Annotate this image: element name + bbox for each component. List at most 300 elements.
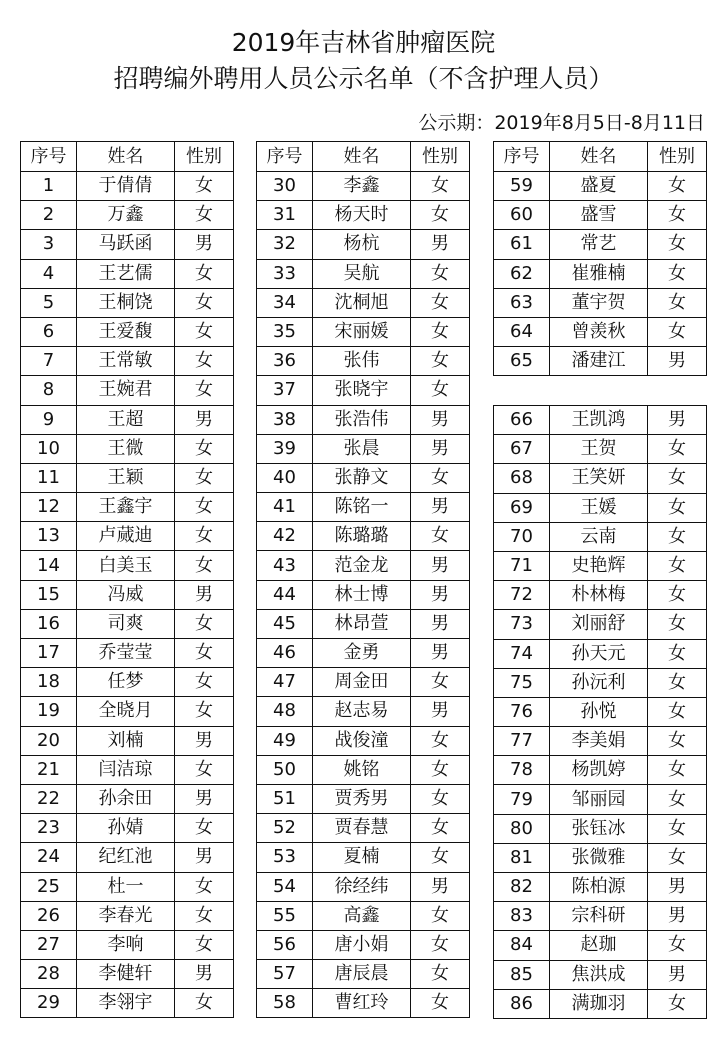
cell-name: 孙悦 xyxy=(550,697,648,726)
table-row xyxy=(21,814,234,843)
cell-num: 85 xyxy=(494,960,550,989)
table-row xyxy=(257,522,470,551)
cell-num: 77 xyxy=(494,727,550,756)
cell-sex: 女 xyxy=(175,755,234,784)
cell-name: 闫洁琼 xyxy=(77,755,175,784)
cell-sex: 女 xyxy=(175,434,234,463)
table-row xyxy=(257,201,470,230)
table-row xyxy=(21,317,234,346)
cell-num: 65 xyxy=(494,347,550,376)
cell-num: 66 xyxy=(494,406,550,435)
cell-num: 47 xyxy=(257,668,313,697)
cell-sex: 女 xyxy=(411,668,470,697)
cell-sex: 男 xyxy=(175,960,234,989)
table-row xyxy=(257,755,470,784)
cell-num: 43 xyxy=(257,551,313,580)
cell-sex: 女 xyxy=(175,201,234,230)
table-row xyxy=(21,463,234,492)
cell-num: 45 xyxy=(257,609,313,638)
cell-num: 68 xyxy=(494,464,550,493)
table-row xyxy=(257,376,470,405)
cell-name: 刘丽舒 xyxy=(550,610,648,639)
cell-num: 81 xyxy=(494,843,550,872)
cell-name: 陈柏源 xyxy=(550,873,648,902)
cell-name: 杜一 xyxy=(77,872,175,901)
cell-name: 王微 xyxy=(77,434,175,463)
cell-sex: 女 xyxy=(411,784,470,813)
table-row xyxy=(21,376,234,405)
cell-num: 29 xyxy=(21,989,77,1018)
table-row xyxy=(494,668,707,697)
cell-sex: 女 xyxy=(411,755,470,784)
cell-sex: 女 xyxy=(411,989,470,1018)
cell-name: 马跃函 xyxy=(77,230,175,259)
column-header-name: 姓名 xyxy=(77,142,175,172)
cell-num: 44 xyxy=(257,580,313,609)
cell-name: 王婉君 xyxy=(77,376,175,405)
cell-sex: 女 xyxy=(411,376,470,405)
cell-num: 37 xyxy=(257,376,313,405)
table-row xyxy=(257,989,470,1018)
cell-sex: 女 xyxy=(411,463,470,492)
table-row xyxy=(494,581,707,610)
cell-num: 16 xyxy=(21,609,77,638)
cell-num: 83 xyxy=(494,902,550,931)
cell-name: 王鑫宇 xyxy=(77,493,175,522)
table-row xyxy=(494,697,707,726)
cell-name: 邹丽园 xyxy=(550,785,648,814)
table-row xyxy=(494,873,707,902)
table-row xyxy=(21,726,234,755)
cell-name: 张微雅 xyxy=(550,843,648,872)
cell-name: 林士博 xyxy=(313,580,411,609)
cell-sex: 女 xyxy=(411,930,470,959)
table-row xyxy=(494,406,707,435)
cell-sex: 女 xyxy=(648,435,707,464)
cell-num: 38 xyxy=(257,405,313,434)
cell-num: 52 xyxy=(257,814,313,843)
table-row xyxy=(257,960,470,989)
cell-sex: 女 xyxy=(648,551,707,580)
cell-sex: 女 xyxy=(411,726,470,755)
cell-num: 28 xyxy=(21,960,77,989)
table-row xyxy=(21,960,234,989)
cell-num: 25 xyxy=(21,872,77,901)
cell-num: 57 xyxy=(257,960,313,989)
cell-num: 76 xyxy=(494,697,550,726)
cell-sex: 男 xyxy=(175,784,234,813)
cell-sex: 女 xyxy=(411,522,470,551)
table-row xyxy=(21,522,234,551)
table-row xyxy=(257,317,470,346)
cell-num: 33 xyxy=(257,259,313,288)
cell-num: 54 xyxy=(257,872,313,901)
cell-sex: 男 xyxy=(411,609,470,638)
cell-sex: 女 xyxy=(411,814,470,843)
cell-num: 58 xyxy=(257,989,313,1018)
cell-name: 盛夏 xyxy=(550,172,648,201)
cell-sex: 女 xyxy=(648,697,707,726)
cell-name: 白美玉 xyxy=(77,551,175,580)
cell-sex: 男 xyxy=(175,405,234,434)
cell-sex: 女 xyxy=(175,463,234,492)
page-subtitle: 招聘编外聘用人员公示名单（不含护理人员） xyxy=(113,64,614,93)
cell-num: 78 xyxy=(494,756,550,785)
table-row xyxy=(494,785,707,814)
table-row xyxy=(21,872,234,901)
cell-num: 23 xyxy=(21,814,77,843)
column-header-name: 姓名 xyxy=(550,142,648,172)
cell-num: 67 xyxy=(494,435,550,464)
cell-name: 吴航 xyxy=(313,259,411,288)
table-row xyxy=(21,755,234,784)
table-row xyxy=(257,551,470,580)
table-row xyxy=(257,726,470,755)
cell-num: 56 xyxy=(257,930,313,959)
cell-name: 宗科研 xyxy=(550,902,648,931)
cell-name: 刘楠 xyxy=(77,726,175,755)
cell-sex: 女 xyxy=(648,522,707,551)
cell-sex: 女 xyxy=(648,493,707,522)
cell-name: 曾羡秋 xyxy=(550,317,648,346)
cell-name: 董宇贺 xyxy=(550,288,648,317)
cell-sex: 男 xyxy=(648,873,707,902)
cell-name: 范金龙 xyxy=(313,551,411,580)
cell-name: 唐小娟 xyxy=(313,930,411,959)
cell-sex: 女 xyxy=(175,989,234,1018)
cell-sex: 女 xyxy=(648,317,707,346)
cell-sex: 男 xyxy=(411,697,470,726)
table-row xyxy=(21,347,234,376)
cell-name: 王媛 xyxy=(550,493,648,522)
cell-sex: 女 xyxy=(411,317,470,346)
cell-name: 王凯鸿 xyxy=(550,406,648,435)
table-row xyxy=(257,288,470,317)
table-row xyxy=(257,434,470,463)
cell-name: 盛雪 xyxy=(550,201,648,230)
cell-name: 乔莹莹 xyxy=(77,639,175,668)
table-row xyxy=(494,464,707,493)
cell-sex: 女 xyxy=(411,960,470,989)
cell-name: 徐经纬 xyxy=(313,872,411,901)
cell-num: 64 xyxy=(494,317,550,346)
cell-sex: 女 xyxy=(175,172,234,201)
cell-name: 满珈羽 xyxy=(550,989,648,1018)
cell-num: 69 xyxy=(494,493,550,522)
cell-sex: 男 xyxy=(411,493,470,522)
cell-num: 13 xyxy=(21,522,77,551)
cell-num: 86 xyxy=(494,989,550,1018)
cell-name: 王爱馥 xyxy=(77,317,175,346)
cell-num: 27 xyxy=(21,930,77,959)
table-row xyxy=(494,610,707,639)
table-row xyxy=(494,347,707,376)
cell-sex: 女 xyxy=(648,581,707,610)
cell-num: 82 xyxy=(494,873,550,902)
roster-table-2 xyxy=(256,141,470,1018)
roster-table-3b xyxy=(493,405,707,1019)
cell-sex: 男 xyxy=(648,902,707,931)
table-row xyxy=(21,405,234,434)
cell-sex: 女 xyxy=(648,230,707,259)
cell-num: 70 xyxy=(494,522,550,551)
table-row xyxy=(257,814,470,843)
cell-sex: 女 xyxy=(411,172,470,201)
cell-name: 高鑫 xyxy=(313,901,411,930)
cell-num: 46 xyxy=(257,639,313,668)
table-row xyxy=(21,201,234,230)
cell-name: 李翎宇 xyxy=(77,989,175,1018)
cell-sex: 男 xyxy=(411,551,470,580)
cell-sex: 女 xyxy=(175,872,234,901)
cell-name: 王笑妍 xyxy=(550,464,648,493)
cell-num: 6 xyxy=(21,317,77,346)
column-header-num: 序号 xyxy=(257,142,313,172)
cell-name: 陈铭一 xyxy=(313,493,411,522)
table-row xyxy=(494,639,707,668)
cell-name: 万鑫 xyxy=(77,201,175,230)
table-row xyxy=(21,580,234,609)
cell-name: 杨天时 xyxy=(313,201,411,230)
cell-sex: 女 xyxy=(648,814,707,843)
cell-sex: 男 xyxy=(648,347,707,376)
cell-name: 张浩伟 xyxy=(313,405,411,434)
table-row xyxy=(494,727,707,756)
cell-sex: 女 xyxy=(648,668,707,697)
cell-sex: 女 xyxy=(411,288,470,317)
column-header-num: 序号 xyxy=(21,142,77,172)
cell-sex: 女 xyxy=(175,551,234,580)
cell-num: 2 xyxy=(21,201,77,230)
cell-name: 李春光 xyxy=(77,901,175,930)
cell-num: 10 xyxy=(21,434,77,463)
cell-num: 48 xyxy=(257,697,313,726)
cell-num: 21 xyxy=(21,755,77,784)
header-row xyxy=(494,142,707,172)
table-row xyxy=(21,172,234,201)
table-row xyxy=(257,668,470,697)
cell-name: 常艺 xyxy=(550,230,648,259)
cell-name: 杨杭 xyxy=(313,230,411,259)
cell-sex: 女 xyxy=(648,931,707,960)
table-row xyxy=(21,259,234,288)
table-row xyxy=(257,697,470,726)
announcement-period: 公示期：2019年8月5日-8月11日 xyxy=(418,112,705,134)
cell-sex: 女 xyxy=(175,317,234,346)
table-row xyxy=(21,989,234,1018)
cell-sex: 女 xyxy=(648,843,707,872)
table-row xyxy=(21,551,234,580)
cell-sex: 女 xyxy=(175,376,234,405)
cell-name: 曹红玲 xyxy=(313,989,411,1018)
cell-sex: 女 xyxy=(411,347,470,376)
cell-sex: 女 xyxy=(648,201,707,230)
cell-num: 79 xyxy=(494,785,550,814)
table-row xyxy=(21,434,234,463)
cell-name: 云南 xyxy=(550,522,648,551)
table-row xyxy=(21,609,234,638)
cell-num: 20 xyxy=(21,726,77,755)
cell-name: 朴林梅 xyxy=(550,581,648,610)
cell-sex: 女 xyxy=(648,989,707,1018)
table-row xyxy=(494,989,707,1018)
column-header-num: 序号 xyxy=(494,142,550,172)
cell-name: 张伟 xyxy=(313,347,411,376)
cell-name: 沈桐旭 xyxy=(313,288,411,317)
table-row xyxy=(494,931,707,960)
roster-table-1 xyxy=(20,141,234,1018)
cell-name: 王贺 xyxy=(550,435,648,464)
cell-num: 62 xyxy=(494,259,550,288)
cell-name: 张钰冰 xyxy=(550,814,648,843)
cell-name: 金勇 xyxy=(313,639,411,668)
cell-sex: 女 xyxy=(648,639,707,668)
cell-num: 34 xyxy=(257,288,313,317)
cell-sex: 女 xyxy=(648,288,707,317)
cell-sex: 男 xyxy=(411,405,470,434)
cell-name: 赵志易 xyxy=(313,697,411,726)
cell-num: 26 xyxy=(21,901,77,930)
cell-name: 张晓宇 xyxy=(313,376,411,405)
cell-num: 80 xyxy=(494,814,550,843)
cell-num: 41 xyxy=(257,493,313,522)
table-row xyxy=(494,201,707,230)
table-row xyxy=(21,930,234,959)
cell-num: 31 xyxy=(257,201,313,230)
header-row xyxy=(257,142,470,172)
cell-sex: 女 xyxy=(648,259,707,288)
cell-num: 50 xyxy=(257,755,313,784)
table-row xyxy=(494,902,707,931)
cell-num: 73 xyxy=(494,610,550,639)
header-row xyxy=(21,142,234,172)
cell-name: 夏楠 xyxy=(313,843,411,872)
table-row xyxy=(257,347,470,376)
cell-sex: 女 xyxy=(175,901,234,930)
table-row xyxy=(257,405,470,434)
cell-num: 36 xyxy=(257,347,313,376)
table-row xyxy=(257,901,470,930)
cell-sex: 男 xyxy=(411,872,470,901)
table-row xyxy=(257,784,470,813)
cell-num: 22 xyxy=(21,784,77,813)
cell-name: 孙婧 xyxy=(77,814,175,843)
cell-sex: 女 xyxy=(175,493,234,522)
cell-num: 9 xyxy=(21,405,77,434)
cell-sex: 女 xyxy=(175,522,234,551)
cell-name: 张静文 xyxy=(313,463,411,492)
cell-name: 冯威 xyxy=(77,580,175,609)
cell-sex: 男 xyxy=(175,580,234,609)
table-row xyxy=(21,784,234,813)
cell-name: 杨凯婷 xyxy=(550,756,648,785)
cell-name: 陈璐璐 xyxy=(313,522,411,551)
table-row xyxy=(21,901,234,930)
cell-num: 3 xyxy=(21,230,77,259)
table-row xyxy=(494,960,707,989)
cell-sex: 女 xyxy=(411,901,470,930)
cell-sex: 女 xyxy=(175,697,234,726)
table-row xyxy=(257,493,470,522)
cell-name: 贾春慧 xyxy=(313,814,411,843)
cell-name: 王超 xyxy=(77,405,175,434)
cell-name: 于倩倩 xyxy=(77,172,175,201)
cell-num: 35 xyxy=(257,317,313,346)
cell-num: 53 xyxy=(257,843,313,872)
cell-sex: 女 xyxy=(648,727,707,756)
cell-num: 15 xyxy=(21,580,77,609)
cell-num: 72 xyxy=(494,581,550,610)
cell-sex: 女 xyxy=(175,288,234,317)
cell-name: 崔雅楠 xyxy=(550,259,648,288)
cell-num: 19 xyxy=(21,697,77,726)
cell-num: 24 xyxy=(21,843,77,872)
table-row xyxy=(257,463,470,492)
cell-num: 42 xyxy=(257,522,313,551)
table-row xyxy=(257,259,470,288)
page-title: 2019年吉林省肿瘤医院 xyxy=(231,28,496,57)
cell-name: 纪红池 xyxy=(77,843,175,872)
table-row xyxy=(21,230,234,259)
cell-name: 李响 xyxy=(77,930,175,959)
cell-sex: 女 xyxy=(411,201,470,230)
cell-num: 51 xyxy=(257,784,313,813)
table-row xyxy=(257,230,470,259)
cell-num: 30 xyxy=(257,172,313,201)
table-row xyxy=(257,172,470,201)
cell-sex: 男 xyxy=(411,434,470,463)
column-header-name: 姓名 xyxy=(313,142,411,172)
cell-num: 7 xyxy=(21,347,77,376)
cell-num: 61 xyxy=(494,230,550,259)
cell-num: 63 xyxy=(494,288,550,317)
table-row xyxy=(494,435,707,464)
table-row xyxy=(257,843,470,872)
table-row xyxy=(494,230,707,259)
cell-name: 李美娟 xyxy=(550,727,648,756)
cell-name: 卢蒇迪 xyxy=(77,522,175,551)
cell-num: 32 xyxy=(257,230,313,259)
cell-name: 司爽 xyxy=(77,609,175,638)
table-row xyxy=(21,639,234,668)
cell-num: 14 xyxy=(21,551,77,580)
table-row xyxy=(494,522,707,551)
cell-name: 王常敏 xyxy=(77,347,175,376)
table-row xyxy=(257,609,470,638)
cell-sex: 女 xyxy=(648,464,707,493)
cell-num: 74 xyxy=(494,639,550,668)
column-header-sex: 性别 xyxy=(175,142,234,172)
table-row xyxy=(21,493,234,522)
cell-sex: 男 xyxy=(648,960,707,989)
cell-sex: 女 xyxy=(175,259,234,288)
table-row xyxy=(257,930,470,959)
cell-num: 18 xyxy=(21,668,77,697)
cell-sex: 女 xyxy=(175,347,234,376)
cell-num: 75 xyxy=(494,668,550,697)
cell-sex: 女 xyxy=(175,609,234,638)
cell-num: 12 xyxy=(21,493,77,522)
cell-sex: 男 xyxy=(175,726,234,755)
cell-name: 唐辰晨 xyxy=(313,960,411,989)
column-header-sex: 性别 xyxy=(411,142,470,172)
cell-name: 王桐饶 xyxy=(77,288,175,317)
cell-num: 11 xyxy=(21,463,77,492)
cell-name: 赵珈 xyxy=(550,931,648,960)
cell-sex: 女 xyxy=(411,259,470,288)
cell-name: 贾秀男 xyxy=(313,784,411,813)
cell-sex: 女 xyxy=(175,814,234,843)
